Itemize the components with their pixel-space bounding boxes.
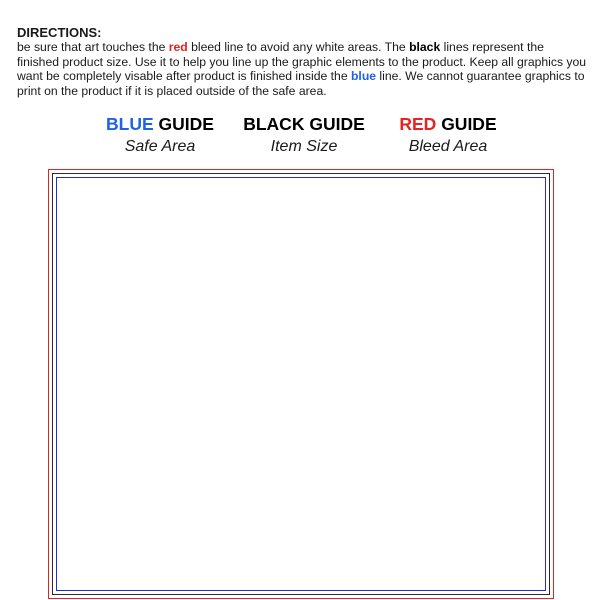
- red-guide-word: RED: [399, 114, 437, 134]
- red-guide-legend: [368, 114, 528, 156]
- blue-guide-title: [80, 114, 240, 134]
- directions-text-part: be sure that art touches the: [17, 40, 169, 54]
- keyword-red: red: [168, 40, 188, 54]
- blue-guide-word: BLUE: [106, 114, 154, 134]
- keyword-black: black: [409, 40, 441, 54]
- red-guide-subtitle: Bleed Area: [408, 138, 488, 155]
- blue-guide-label: GUIDE: [153, 114, 214, 134]
- black-guide-word: BLACK: [243, 114, 305, 134]
- black-guide-legend: [224, 114, 384, 156]
- black-guide-label: GUIDE: [304, 114, 365, 134]
- directions-text-part: line. We cannot guarantee graphics to print on the product if it is placed outside of the safe area.: [17, 69, 585, 98]
- black-guide-subtitle: Item Size: [270, 138, 338, 155]
- keyword-blue: blue: [350, 69, 377, 83]
- blue-guide-subtitle: Safe Area: [124, 138, 196, 155]
- directions-text: [17, 40, 587, 98]
- directions-title: DIRECTIONS:: [17, 25, 102, 40]
- blue-guide-legend: [80, 114, 240, 156]
- red-guide-label: GUIDE: [436, 114, 497, 134]
- directions-block: [17, 25, 587, 98]
- directions-text-part: bleed line to avoid any white areas. The: [187, 40, 410, 54]
- safe-area-line: [56, 177, 546, 591]
- black-guide-title: [224, 114, 384, 134]
- directions-text-part: lines represent the finished product size. Use it to help you line up the graphic elements to the product. Keep all graphics you want be completely visable after product is finished inside the: [17, 40, 587, 83]
- red-guide-title: [368, 114, 528, 134]
